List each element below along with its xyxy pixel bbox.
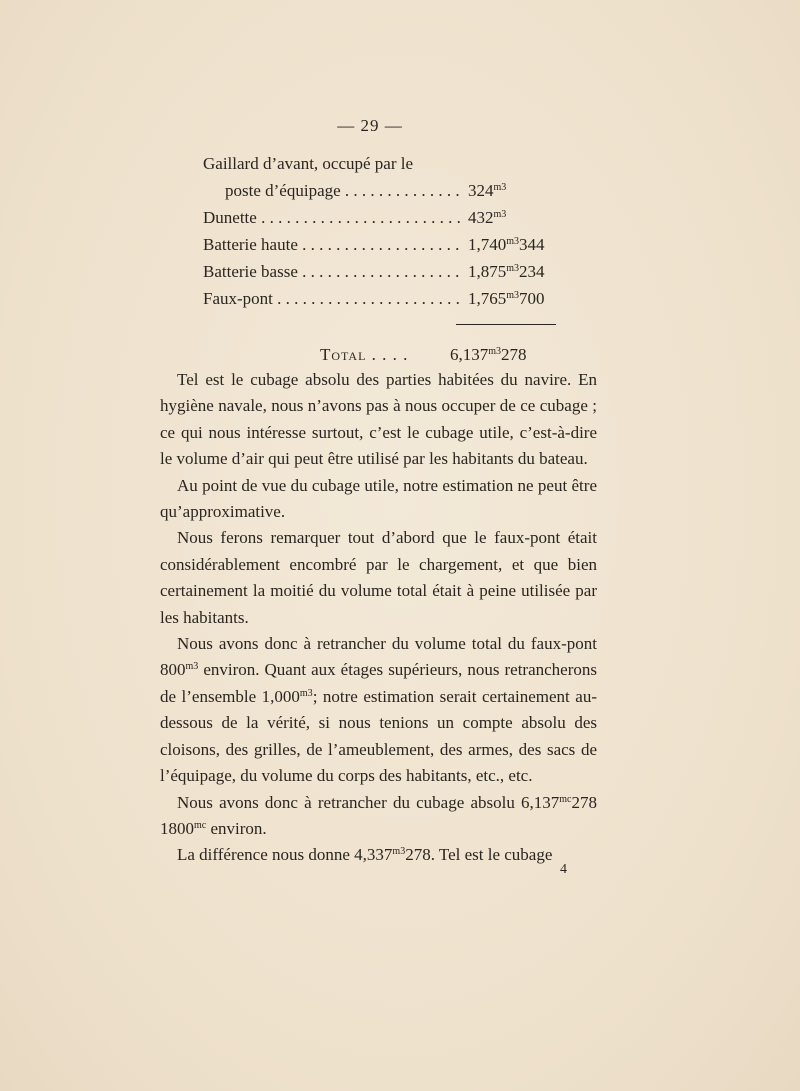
page-number: — 29 — — [337, 116, 403, 135]
table-row — [203, 285, 558, 312]
table-row — [203, 231, 558, 258]
signature-mark: 4 — [560, 862, 567, 877]
table-heading-line — [203, 150, 558, 177]
row-label: Faux-pont . . . — [203, 285, 462, 312]
row-label: poste d’équipage . . . — [225, 177, 462, 204]
row-value: $324^{m3}$ — [468, 181, 507, 200]
total-row — [320, 345, 560, 365]
row-value: $1,740^{m3}344$ — [468, 235, 545, 254]
total-rule — [456, 324, 556, 325]
body-text — [160, 367, 597, 869]
paragraph: Au point de vue du cubage utile, notre estimation ne peut être qu’approximative. — [160, 475, 597, 522]
paragraph: Nous avons donc à retrancher du volume total du faux-pont $800^{m3}$ environ. Quant aux étages supérieurs, nous retrancherons de l’ensemble $1,000^{m3}$; notre estimation serait certainement au-dessous de la vérité, si nous tenions un compte absolu des cloisons, des grilles, de l’ameublement, des armes, des sacs de l’équipage, du volume du corps des habitants, etc., etc. — [160, 634, 597, 786]
table-row — [203, 258, 558, 285]
volume-table — [203, 150, 558, 312]
paragraph: Tel est le cubage absolu des parties habitées du navire. En hygiène navale, nous n’avons pas à nous occuper de ce cubage ; ce qui nous intéresse surtout, c’est le cubage utile, c’est-à-dire le volume d’air qui peut être utilisé par les habitants du bateau. — [160, 370, 597, 469]
row-label: Batterie basse . . . — [203, 258, 462, 285]
row-value: $1,875^{m3}234$ — [468, 262, 545, 281]
row-label: Batterie haute . . . — [203, 231, 462, 258]
paragraph: Nous avons donc à retrancher du cubage absolu $6,137^{mc}278$ $1800^{mc}$ environ. — [160, 792, 597, 838]
paragraph: La différence nous donne $4,337^{m3}278$. Tel est le cubage — [177, 845, 553, 865]
row-label: Dunette . . . — [203, 204, 462, 231]
total-label: Total . . . . — [320, 345, 450, 365]
paragraph: Nous ferons remarquer tout d’abord que le faux-pont était considérablement encombré par le chargement, et que bien certainement la moitié du volume total était à peine utilisée par les habitants. — [160, 528, 597, 627]
table-heading-text: Gaillard d’avant, occupé par le — [203, 154, 414, 173]
table-row — [203, 177, 558, 204]
total-value: $6,137^{m3}278$ — [450, 345, 527, 364]
row-value: $1,765^{m3}700$ — [468, 289, 545, 308]
row-value: $432^{m3}$ — [468, 208, 507, 227]
table-row — [203, 204, 558, 231]
